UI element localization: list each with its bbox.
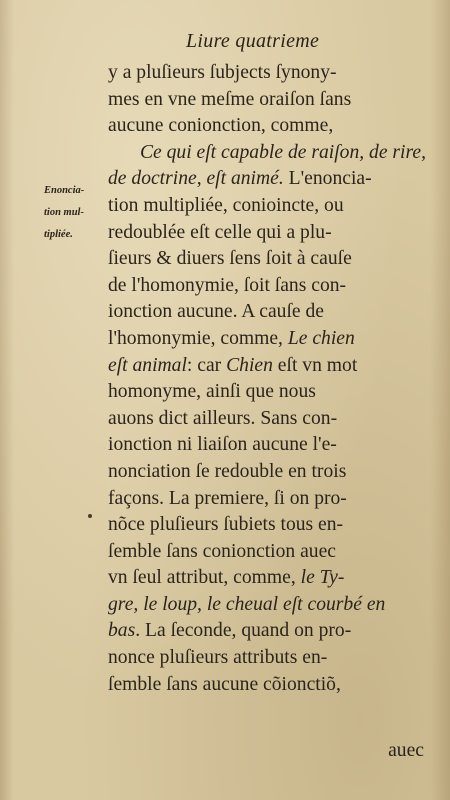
- margin-note-line: tion mul-: [44, 207, 84, 218]
- italic-text: de doctrine, eſt animé.: [108, 168, 289, 190]
- text-line: [108, 539, 426, 566]
- text-line: [108, 60, 426, 87]
- running-head: Liure quatrieme: [186, 30, 320, 52]
- text-line: [108, 432, 426, 459]
- roman-text: ſemble ſans aucune cõionctiõ,: [108, 673, 341, 695]
- text-line: [108, 140, 426, 167]
- roman-text: L'enoncia-: [288, 168, 372, 190]
- text-line: [108, 220, 426, 247]
- text-line: [108, 618, 426, 645]
- text-line: [108, 353, 426, 380]
- roman-text: mes en vne meſme oraiſon ſans: [108, 88, 352, 110]
- text-line: [108, 565, 426, 592]
- roman-text: nõce pluſieurs ſubiets tous en-: [108, 514, 344, 536]
- text-line: [108, 246, 426, 273]
- roman-text: redoublée eſt celle qui a plu-: [108, 221, 332, 243]
- roman-text: . La ſeconde, quand on pro-: [135, 620, 352, 642]
- roman-text: vn ſeul attribut, comme,: [108, 567, 301, 589]
- text-line: [108, 459, 426, 486]
- margin-note: [44, 180, 106, 246]
- text-line: [108, 193, 426, 220]
- margin-mark: [88, 514, 92, 518]
- text-line: [108, 672, 426, 699]
- roman-text: de l'homonymie, ſoit ſans con-: [108, 274, 347, 296]
- text-line: [108, 273, 426, 300]
- roman-text: ionction aucune. A cauſe de: [108, 301, 324, 323]
- roman-text: ſieurs & diuers ſens ſoit à cauſe: [108, 248, 352, 270]
- text-line: [108, 326, 426, 353]
- roman-text: : car: [186, 354, 227, 376]
- roman-text: aucune conionction, comme,: [108, 115, 334, 137]
- roman-text: nonciation ſe redouble en trois: [108, 460, 347, 482]
- text-line: [108, 379, 426, 406]
- roman-text: homonyme, ainſi que nous: [108, 381, 316, 403]
- roman-text: ionction ni liaiſon aucune l'e-: [108, 434, 337, 456]
- roman-text: l'homonymie, comme,: [108, 327, 288, 349]
- roman-text: auons dict ailleurs. Sans con-: [108, 407, 338, 429]
- roman-text: y a pluſieurs ſubjects ſynony-: [108, 62, 337, 83]
- italic-text: gre, le loup, le cheual eſt courbé en: [108, 593, 386, 615]
- margin-note-line: tipliée.: [44, 229, 73, 240]
- roman-text: façons. La premiere, ſi on pro-: [108, 487, 347, 509]
- text-line: [108, 166, 426, 193]
- italic-text: eſt animal: [108, 354, 187, 376]
- text-line: [108, 486, 426, 513]
- text-line: [108, 87, 426, 114]
- margin-note-line: Enoncia-: [44, 185, 85, 196]
- text-line: [108, 645, 426, 672]
- roman-text: tion multipliée, conioincte, ou: [108, 194, 344, 216]
- text-line: [108, 113, 426, 140]
- text-line: [108, 299, 426, 326]
- italic-text: Ce qui eſt capable de raiſon, de rire,: [139, 141, 426, 163]
- roman-text: ſemble ſans conionction auec: [108, 540, 336, 562]
- roman-text: eſt vn mot: [272, 354, 358, 376]
- italic-text: bas: [108, 620, 136, 642]
- italic-text: Le chien: [287, 327, 355, 349]
- italic-text: le Ty-: [300, 567, 345, 589]
- roman-text: nonce pluſieurs attributs en-: [108, 647, 328, 669]
- text-line: [108, 592, 426, 619]
- text-line: [108, 512, 426, 539]
- italic-text: Chien: [226, 354, 273, 376]
- text-line: [108, 406, 426, 433]
- catchword: auec: [388, 740, 424, 761]
- body-text: [108, 60, 426, 698]
